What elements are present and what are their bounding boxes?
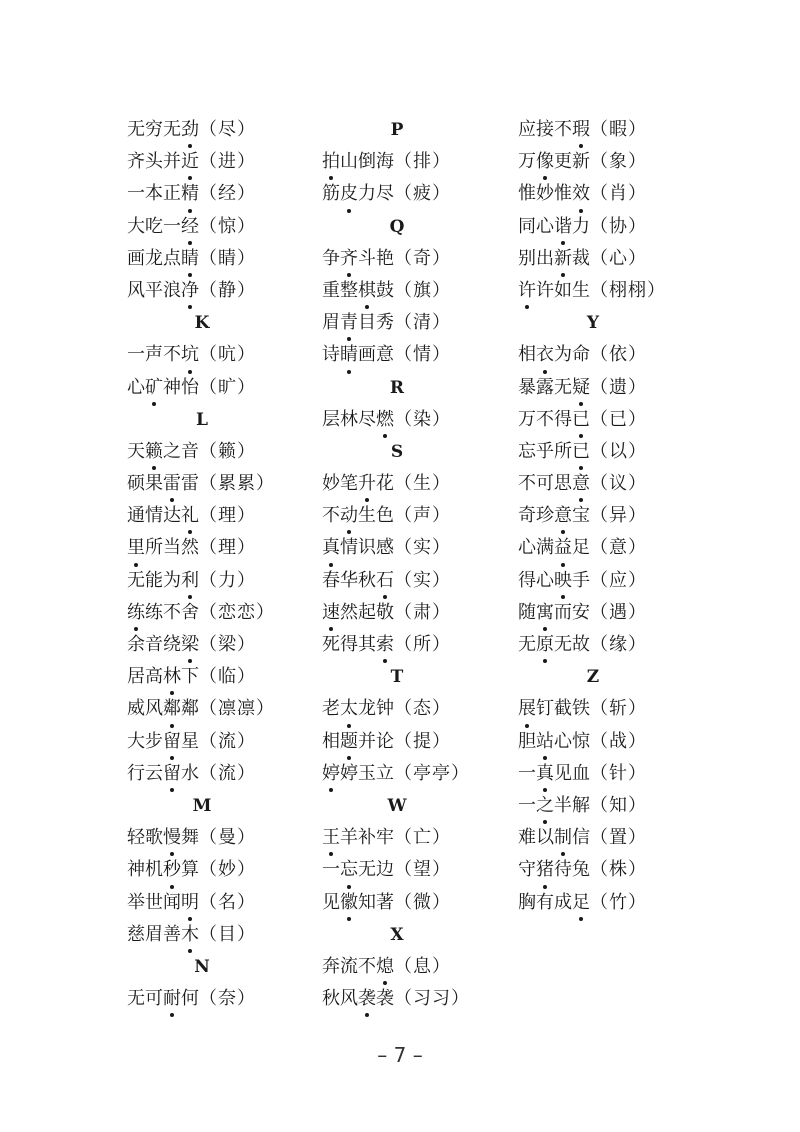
idiom-text: 不动生色 [322, 505, 394, 526]
idiom-text: 风平浪净 [127, 280, 199, 301]
section-letter: S [390, 441, 404, 462]
idiom-entry [322, 629, 522, 661]
idiom-entry [127, 726, 327, 758]
idiom-entry [322, 597, 522, 629]
idiom-text: 应接不瑕 [518, 119, 590, 140]
idiom-text: 婷婷玉立 [322, 763, 394, 784]
idiom-text: 心满益足 [518, 537, 590, 558]
idiom-entry [322, 532, 522, 564]
correct-character: （临） [199, 666, 256, 688]
correct-character: （象） [590, 151, 647, 173]
correct-character: （实） [394, 537, 451, 559]
idiom-text: 老太龙钟 [322, 698, 394, 719]
idiom-entry [518, 500, 718, 532]
correct-character: （静） [199, 279, 256, 301]
correct-character: （旷） [199, 376, 256, 398]
idiom-text: 奇珍意宝 [518, 505, 590, 526]
correct-character: （排） [394, 151, 451, 173]
idiom-entry [518, 275, 718, 307]
idiom-entry [322, 404, 522, 436]
correct-character: （针） [590, 762, 647, 784]
idiom-text: 硕果雷雷 [127, 473, 199, 494]
idiom-entry [127, 887, 327, 919]
idiom-entry [518, 726, 718, 758]
correct-character: （力） [199, 569, 256, 591]
idiom-entry [518, 693, 718, 725]
idiom-entry [127, 758, 327, 790]
idiom-entry [518, 629, 718, 661]
correct-character: （旗） [394, 279, 451, 301]
idiom-entry [322, 468, 522, 500]
idiom-text: 无穷无劲 [127, 119, 199, 140]
idiom-entry [127, 146, 327, 178]
idiom-entry [127, 532, 327, 564]
page-number: – 7 – [377, 1043, 423, 1067]
idiom-entry [322, 307, 522, 339]
idiom-entry [127, 661, 327, 693]
idiom-text: 眉青目秀 [322, 312, 394, 333]
idiom-entry [127, 597, 327, 629]
idiom-text: 一本正精 [127, 183, 199, 204]
idiom-entry [127, 629, 327, 661]
correct-character: （生） [394, 473, 451, 495]
idiom-text: 无能为利 [127, 570, 199, 591]
correct-character: （奈） [199, 988, 256, 1010]
correct-character: （息） [394, 955, 451, 977]
idiom-text: 争齐斗艳 [322, 248, 394, 269]
correct-character: （肖） [590, 183, 647, 205]
idiom-text: 同心谐力 [518, 216, 590, 237]
idiom-entry [518, 565, 718, 597]
correct-character: （习习） [394, 988, 470, 1010]
idiom-text: 春华秋石 [322, 570, 394, 591]
correct-character: （梁） [199, 634, 256, 655]
idiom-entry [518, 372, 718, 404]
column-2 [322, 114, 522, 1015]
section-letter: P [390, 120, 404, 140]
correct-character: （望） [394, 859, 451, 881]
correct-character: （流） [199, 762, 256, 784]
section-letter: N [194, 956, 210, 977]
correct-character: （亡） [394, 827, 451, 849]
correct-character: （斩） [590, 698, 647, 720]
correct-character: （肃） [394, 601, 451, 623]
idiom-entry [322, 983, 522, 1015]
idiom-text: 真情识感 [322, 537, 394, 558]
correct-character: （知） [590, 794, 647, 816]
idiom-entry [322, 758, 522, 790]
correct-character: （理） [199, 537, 256, 559]
correct-character: （凛凛） [199, 698, 275, 720]
idiom-entry [322, 146, 522, 178]
idiom-text: 一忘无边 [322, 859, 394, 880]
idiom-entry [518, 790, 718, 822]
section-letter: X [390, 924, 404, 945]
idiom-entry [322, 243, 522, 275]
idiom-entry [127, 436, 327, 468]
correct-character: （态） [394, 698, 451, 720]
idiom-entry [322, 951, 522, 983]
correct-character: （疲） [394, 183, 451, 205]
idiom-text: 大步留星 [127, 731, 199, 752]
correct-character: （惊） [199, 215, 256, 237]
correct-character: （流） [199, 730, 256, 752]
idiom-text: 层林尽燃 [322, 409, 394, 430]
correct-character: （遇） [590, 601, 647, 623]
idiom-entry [127, 243, 327, 275]
correct-character: （奇） [394, 247, 451, 269]
correct-character: （缘） [590, 634, 647, 655]
section-letter: Y [586, 313, 600, 334]
idiom-entry [127, 114, 327, 146]
idiom-text: 许许如生 [518, 280, 590, 301]
idiom-text: 轻歌慢舞 [127, 827, 199, 848]
idiom-text: 举世闻明 [127, 892, 199, 913]
correct-character: （株） [590, 859, 647, 881]
idiom-entry [127, 983, 327, 1015]
correct-character: （已） [590, 408, 647, 430]
idiom-text: 秋风袭袭 [322, 988, 394, 1009]
correct-character: （战） [590, 730, 647, 752]
idiom-text: 练练不舍 [127, 602, 199, 623]
idiom-entry [127, 339, 327, 371]
idiom-text: 无可耐何 [127, 988, 199, 1009]
idiom-text: 心矿神怡 [127, 377, 199, 398]
idiom-entry [322, 693, 522, 725]
correct-character: （情） [394, 344, 451, 366]
correct-character: （名） [199, 891, 256, 913]
idiom-text: 胆站心惊 [518, 731, 590, 752]
correct-character: （清） [394, 312, 451, 334]
idiom-text: 天籁之音 [127, 441, 199, 462]
idiom-entry [127, 500, 327, 532]
idiom-entry [518, 597, 718, 629]
idiom-entry [127, 211, 327, 243]
idiom-text: 死得其索 [322, 634, 394, 655]
idiom-entry [518, 887, 718, 919]
idiom-text: 速然起敬 [322, 602, 394, 623]
idiom-entry [127, 822, 327, 854]
idiom-text: 相衣为命 [518, 344, 590, 365]
correct-character: （妙） [199, 859, 256, 881]
idiom-entry [518, 758, 718, 790]
correct-character: （声） [394, 505, 451, 527]
idiom-entry [127, 919, 327, 951]
idiom-entry [322, 726, 522, 758]
idiom-text: 行云留水 [127, 763, 199, 784]
idiom-entry [322, 887, 522, 919]
idiom-entry [518, 436, 718, 468]
idiom-entry [322, 339, 522, 371]
idiom-text: 慈眉善木 [127, 924, 199, 945]
idiom-text: 胸有成足 [518, 892, 590, 913]
idiom-entry [127, 372, 327, 404]
idiom-text: 奔流不熄 [322, 956, 394, 977]
idiom-entry [518, 178, 718, 210]
idiom-text: 筋皮力尽 [322, 183, 394, 204]
idiom-text: 忘乎所已 [518, 441, 590, 462]
idiom-entry [518, 854, 718, 886]
correct-character: （实） [394, 569, 451, 591]
correct-character: （尽） [199, 119, 256, 140]
correct-character: （议） [590, 473, 647, 495]
idiom-text: 展钉截铁 [518, 698, 590, 719]
idiom-text: 万不得已 [518, 409, 590, 430]
section-letter: R [389, 377, 405, 398]
idiom-text: 威风鄰鄰 [127, 698, 199, 719]
correct-character: （籁） [199, 440, 256, 462]
idiom-entry [518, 114, 718, 146]
idiom-text: 一声不坑 [127, 344, 199, 365]
idiom-text: 相题并论 [322, 731, 394, 752]
idiom-entry [518, 211, 718, 243]
idiom-entry [322, 854, 522, 886]
idiom-text: 守猪待兔 [518, 859, 590, 880]
correct-character: （提） [394, 730, 451, 752]
idiom-text: 暴露无疑 [518, 377, 590, 398]
section-letter: Z [586, 667, 600, 688]
idiom-text: 不可思意 [518, 473, 590, 494]
idiom-entry [518, 146, 718, 178]
correct-character: （竹） [590, 891, 647, 913]
idiom-entry [518, 532, 718, 564]
idiom-text: 齐头并近 [127, 151, 199, 172]
correct-character: （所） [394, 634, 451, 655]
idiom-entry [127, 854, 327, 886]
correct-character: （进） [199, 151, 256, 173]
idiom-text: 大吃一经 [127, 216, 199, 237]
idiom-text: 妙笔升花 [322, 473, 394, 494]
idiom-text: 别出新裁 [518, 248, 590, 269]
correct-character: （目） [199, 923, 256, 945]
idiom-entry [518, 468, 718, 500]
section-letter: M [192, 795, 212, 816]
correct-character: （曼） [199, 827, 256, 849]
section-letter: W [387, 795, 407, 816]
idiom-entry [322, 275, 522, 307]
idiom-entry [322, 178, 522, 210]
idiom-entry [518, 339, 718, 371]
correct-character: （暇） [590, 119, 647, 140]
correct-character: （协） [590, 215, 647, 237]
correct-character: （经） [199, 183, 256, 205]
correct-character: （依） [590, 344, 647, 366]
correct-character: （微） [394, 891, 451, 913]
idiom-text: 一之半解 [518, 795, 590, 816]
correct-character: （吭） [199, 344, 256, 366]
idiom-text: 里所当然 [127, 537, 199, 558]
idiom-entry [127, 275, 327, 307]
idiom-text: 一真见血 [518, 763, 590, 784]
idiom-entry [127, 178, 327, 210]
correct-character: （以） [590, 440, 647, 462]
correct-character: （栩栩） [590, 279, 666, 301]
idiom-entry [518, 404, 718, 436]
correct-character: （理） [199, 505, 256, 527]
idiom-entry [127, 693, 327, 725]
correct-character: （置） [590, 827, 647, 849]
idiom-text: 通情达礼 [127, 505, 199, 526]
correct-character: （异） [590, 505, 647, 527]
idiom-text: 惟妙惟效 [518, 183, 590, 204]
idiom-text: 居高林下 [127, 666, 199, 687]
correct-character: （心） [590, 247, 647, 269]
correct-character: （恋恋） [199, 601, 275, 623]
idiom-text: 见徽知著 [322, 892, 394, 913]
idiom-text: 画龙点睛 [127, 248, 199, 269]
idiom-text: 拍山倒海 [322, 151, 394, 172]
idiom-text: 无原无故 [518, 634, 590, 655]
idiom-text: 王羊补牢 [322, 827, 394, 848]
correct-character: （累累） [199, 473, 275, 495]
section-letter: Q [389, 216, 405, 237]
idiom-entry [127, 565, 327, 597]
idiom-text: 重整棋鼓 [322, 280, 394, 301]
correct-character: （睛） [199, 247, 256, 269]
correct-character: （遗） [590, 376, 647, 398]
idiom-text: 诗睛画意 [322, 344, 394, 365]
idiom-entry [322, 565, 522, 597]
column-3 [518, 114, 718, 919]
idiom-entry [127, 468, 327, 500]
correct-character: （亭亭） [394, 762, 470, 784]
correct-character: （染） [394, 408, 451, 430]
idiom-entry [322, 822, 522, 854]
column-1 [127, 114, 327, 1015]
idiom-text: 神机秒算 [127, 859, 199, 880]
section-letter: T [390, 667, 404, 688]
idiom-text: 万像更新 [518, 151, 590, 172]
section-letter: K [194, 313, 210, 334]
section-letter: L [196, 409, 208, 430]
idiom-text: 得心映手 [518, 570, 590, 591]
idiom-text: 难以制信 [518, 827, 590, 848]
idiom-entry [518, 822, 718, 854]
correct-character: （意） [590, 537, 647, 559]
correct-character: （应） [590, 569, 647, 591]
idiom-entry [518, 243, 718, 275]
idiom-text: 随寓而安 [518, 602, 590, 623]
idiom-text: 余音绕梁 [127, 634, 199, 655]
idiom-entry [322, 500, 522, 532]
